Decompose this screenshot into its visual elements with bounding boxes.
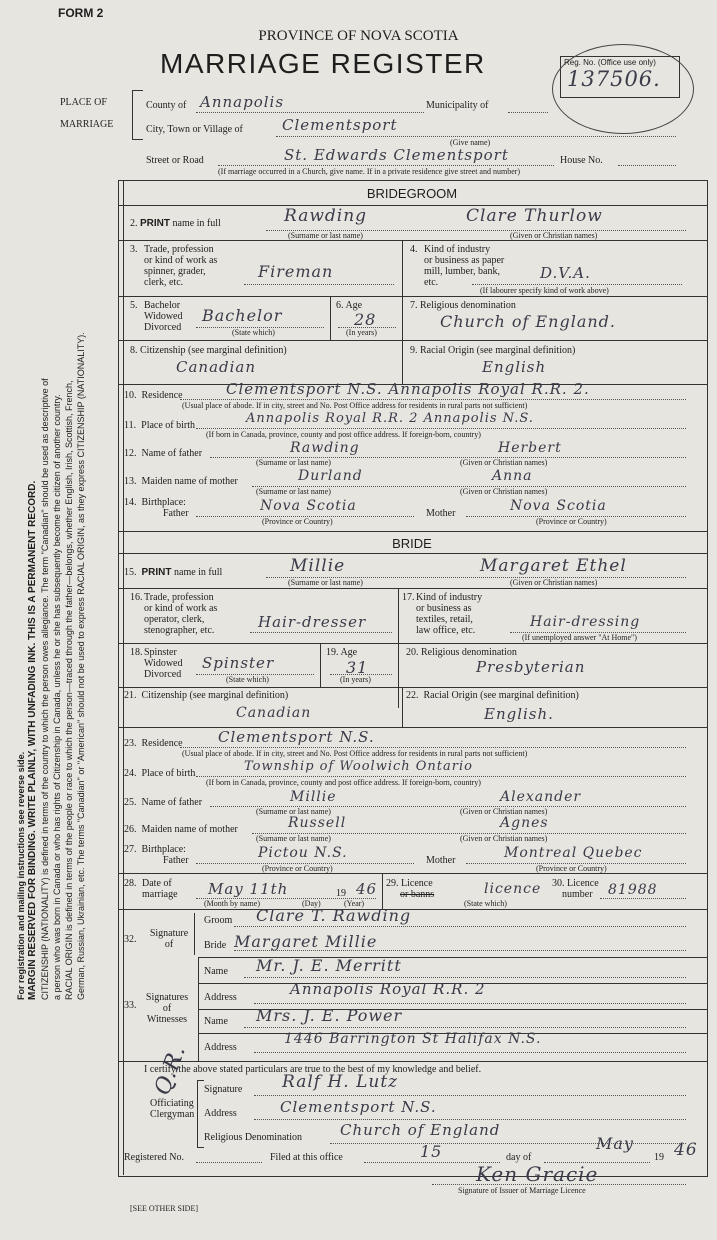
bride-heading: BRIDE [392,536,432,551]
groom-father-given: Herbert [498,440,562,456]
city-label: City, Town or Village of [146,124,243,135]
licence-or-banns: licence [484,881,542,897]
groom-religion: Church of England. [440,312,617,331]
groom-trade-label: 3. Trade, profession or kind of work as spinner, grader, clerk, etc. [130,244,218,288]
reg-no-value: 137506. [567,67,661,91]
bride-industry: Hair-dressing [530,614,641,630]
witness-2-address: 1446 Barrington St Halifax N.S. [284,1031,542,1047]
reg-no-label: Reg. No. [564,58,596,67]
side-line-5: RACIAL ORIGIN is defined in terms of the people or race to which the person—traced through the father—belongs, whether English, Irish, Scottish, French, [64,380,74,1000]
street-value: St. Edwards Clementsport [284,146,509,164]
groom-trade: Fireman [258,262,334,281]
groom-mother-surname: Durland [298,468,363,484]
bridegroom-heading: BRIDEGROOM [366,186,458,201]
filed-month: May [596,1134,634,1153]
clergy-denomination: Church of England [340,1121,501,1139]
witness-1-name: Mr. J. E. Merritt [256,956,402,975]
witness-2-name: Mrs. J. E. Power [256,1006,403,1025]
side-line-4: a person who was born in Canada or who has rights of Citizenship in Canada, unless he or she has subsequently become the citizen of another country. [52,394,62,1000]
reg-no-note: (Office use only) [597,58,656,67]
bride-religion: Presbyterian [476,658,586,676]
church-note: (If marriage occurred in a Church, give name. If in a private residence give street and number) [218,167,521,176]
bride-status: Spinster [202,654,275,672]
side-margin-text [15,180,87,1000]
reg-no-circle [552,44,694,134]
bride-bp-mother: Montreal Quebec [504,845,643,861]
licence-number: 81988 [608,882,658,898]
clergy-signature: Ralf H. Lutz [282,1072,399,1092]
groom-surname: Rawding [284,206,368,226]
form-label: FORM 2 [58,6,104,20]
bride-given: Margaret Ethel [480,556,627,576]
bride-residence: Clementsport N.S. [218,728,375,746]
side-line-6: German, Russian, Ukrainian, etc. The terms "Canadian" or "American" should not be used to express RACIAL ORIGIN, as they express CITIZENSHIP (NATIONALITY). [76,332,86,1000]
county-label: County of [146,100,187,111]
bride-father-given: Alexander [500,789,582,805]
issuer-signature: Ken Gracie [476,1162,599,1186]
groom-mother-given: Anna [492,468,533,484]
bride-father-surname: Millie [290,789,337,805]
house-no-label: House No. [560,155,603,166]
municipality-label: Municipality of [426,100,489,111]
filed-year: 46 [674,1140,698,1160]
clergy-address: Clementsport N.S. [280,1098,437,1116]
place-label-1: PLACE OF [60,97,107,108]
province-heading: PROVINCE OF NOVA SCOTIA [258,28,459,44]
groom-given: Clare Thurlow [466,206,603,226]
groom-industry-label: 4. Kind of industry or business as paper mill, lumber, bank, etc. [410,244,505,288]
give-name-caption: (Give name) [450,138,491,147]
margin-handwritten-mark: Q.R. [150,1041,192,1099]
groom-father-surname: Rawding [290,440,360,456]
groom-name-label: 2. PRINT name in full [130,218,221,229]
groom-bp-mother: Nova Scotia [510,498,607,514]
bride-birthplace: Township of Woolwich Ontario [244,759,473,774]
bride-mother-given: Agnes [500,815,549,831]
side-line-3: CITIZENSHIP (NATIONALITY) is defined in terms of the country to which the person owes allegiance. The term "Canadian" should be used as descriptive of [40,378,50,1000]
marriage-year: 46 [356,880,378,898]
groom-citizenship: Canadian [176,358,257,376]
groom-racial: English [482,358,547,376]
bride-mother-surname: Russell [288,815,347,831]
bride-racial: English. [484,705,554,723]
bride-age: 31 [346,658,369,677]
groom-bp-father: Nova Scotia [260,498,357,514]
certify-text: I certify the above stated particulars are true to the best of my knowledge and belief. [144,1064,482,1075]
groom-birthplace: Annapolis Royal R.R. 2 Annapolis N.S. [246,411,534,426]
filed-day: 15 [420,1142,443,1161]
page-title: MARRIAGE REGISTER [160,48,486,79]
bride-signature: Margaret Millie [234,932,378,951]
groom-age: 28 [354,310,377,329]
place-bracket [132,90,143,140]
groom-industry: D.V.A. [540,264,591,282]
place-label-2: MARRIAGE [60,119,114,130]
groom-status: Bachelor [202,306,283,325]
bride-citizenship: Canadian [236,705,312,721]
bride-trade: Hair-dresser [258,613,367,631]
street-label: Street or Road [146,155,204,166]
side-line-1: For registration and mailing instructions see reverse side. [16,751,26,1000]
groom-residence: Clementsport N.S. Annapolis Royal R.R. 2. [226,380,590,398]
city-value: Clementsport [282,116,398,134]
county-value: Annapolis [200,93,285,111]
groom-signature: Clare T. Rawding [256,906,412,925]
marriage-date: May 11th [208,880,289,898]
see-other-side: [SEE OTHER SIDE] [130,1204,198,1213]
witness-1-address: Annapolis Royal R.R. 2 [290,980,486,998]
side-line-2: MARGIN RESERVED FOR BINDING. WRITE PLAINLY, WITH UNFADING INK. THIS IS A PERMANENT RECORD. [27,480,38,1000]
bride-name-label: 15. PRINT name in full [124,567,223,578]
bride-bp-father: Pictou N.S. [258,845,348,861]
bride-surname: Millie [290,556,346,576]
